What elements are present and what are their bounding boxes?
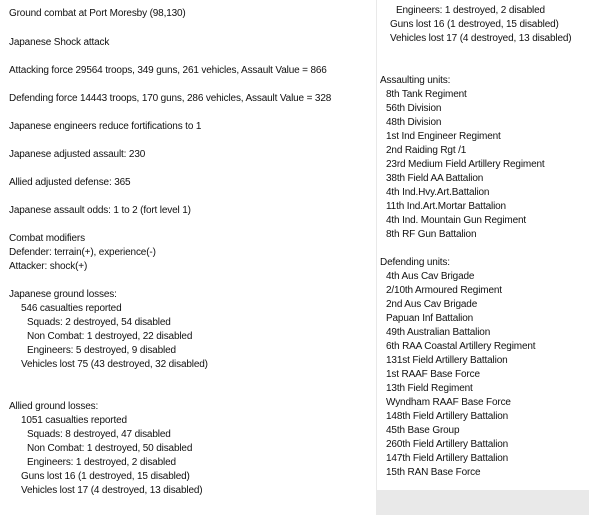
defender-modifiers: Defender: terrain(+), experience(-) bbox=[9, 247, 156, 258]
assaulting-unit: 8th Tank Regiment bbox=[386, 89, 467, 100]
continued-guns: Guns lost 16 (1 destroyed, 15 disabled) bbox=[390, 19, 559, 30]
defending-force: Defending force 14443 troops, 170 guns, 286 vehicles, Assault Value = 328 bbox=[9, 93, 332, 104]
allied-losses-title: Allied ground losses: bbox=[9, 401, 99, 412]
defending-unit: 13th Field Regiment bbox=[386, 383, 473, 394]
defending-unit: 6th RAA Coastal Artillery Regiment bbox=[386, 341, 536, 352]
assaulting-unit: 23rd Medium Field Artillery Regiment bbox=[386, 159, 545, 170]
allied-engineers: Engineers: 1 destroyed, 2 disabled bbox=[27, 457, 176, 468]
allied-squads: Squads: 8 destroyed, 47 disabled bbox=[27, 429, 171, 440]
defending-unit: 1st RAAF Base Force bbox=[386, 369, 480, 380]
assaulting-unit: 2nd Raiding Rgt /1 bbox=[386, 145, 467, 156]
assaulting-unit: 4th Ind.Hvy.Art.Battalion bbox=[386, 187, 490, 198]
defending-unit: 45th Base Group bbox=[386, 425, 460, 436]
japanese-squads: Squads: 2 destroyed, 54 disabled bbox=[27, 317, 171, 328]
assaulting-unit: 1st Ind Engineer Regiment bbox=[386, 131, 501, 142]
allied-casualties: 1051 casualties reported bbox=[21, 415, 127, 426]
continued-vehicles: Vehicles lost 17 (4 destroyed, 13 disabled) bbox=[390, 33, 572, 44]
assaulting-units-title: Assaulting units: bbox=[380, 75, 451, 86]
adjusted-assault: Japanese adjusted assault: 230 bbox=[9, 149, 146, 160]
japanese-non-combat: Non Combat: 1 destroyed, 22 disabled bbox=[27, 331, 193, 342]
engineers-note: Japanese engineers reduce fortifications to 1 bbox=[9, 121, 202, 132]
assaulting-unit: 11th Ind.Art.Mortar Battalion bbox=[386, 201, 506, 212]
defending-unit: 2nd Aus Cav Brigade bbox=[386, 299, 478, 310]
japanese-casualties: 546 casualties reported bbox=[21, 303, 122, 314]
defending-unit: Papuan Inf Battalion bbox=[386, 313, 474, 324]
assault-odds: Japanese assault odds: 1 to 2 (fort level 1) bbox=[9, 205, 191, 216]
defending-unit: 49th Australian Battalion bbox=[386, 327, 491, 338]
combat-modifiers-title: Combat modifiers bbox=[9, 233, 85, 244]
continued-engineers: Engineers: 1 destroyed, 2 disabled bbox=[396, 5, 545, 16]
assaulting-unit: 8th RF Gun Battalion bbox=[386, 229, 477, 240]
allied-vehicles: Vehicles lost 17 (4 destroyed, 13 disabled) bbox=[21, 485, 203, 496]
allied-guns: Guns lost 16 (1 destroyed, 15 disabled) bbox=[21, 471, 190, 482]
defending-units-title: Defending units: bbox=[380, 257, 450, 268]
attacking-force: Attacking force 29564 troops, 349 guns, 261 vehicles, Assault Value = 866 bbox=[9, 65, 327, 76]
defending-unit: 131st Field Artillery Battalion bbox=[386, 355, 508, 366]
attack-type: Japanese Shock attack bbox=[9, 37, 110, 48]
assaulting-unit: 48th Division bbox=[386, 117, 442, 128]
allied-non-combat: Non Combat: 1 destroyed, 50 disabled bbox=[27, 443, 193, 454]
defending-unit: 2/10th Armoured Regiment bbox=[386, 285, 502, 296]
assaulting-unit: 4th Ind. Mountain Gun Regiment bbox=[386, 215, 527, 226]
defending-unit: 260th Field Artillery Battalion bbox=[386, 439, 509, 450]
defending-unit: 147th Field Artillery Battalion bbox=[386, 453, 509, 464]
assaulting-unit: 56th Division bbox=[386, 103, 442, 114]
attacker-modifiers: Attacker: shock(+) bbox=[9, 261, 88, 272]
japanese-engineers: Engineers: 5 destroyed, 9 disabled bbox=[27, 345, 176, 356]
defending-unit: 15th RAN Base Force bbox=[386, 467, 481, 478]
adjusted-defense: Allied adjusted defense: 365 bbox=[9, 177, 131, 188]
japanese-vehicles: Vehicles lost 75 (43 destroyed, 32 disabled) bbox=[21, 359, 208, 370]
japanese-losses-title: Japanese ground losses: bbox=[9, 289, 117, 300]
combat-header: Ground combat at Port Moresby (98,130) bbox=[9, 8, 186, 19]
defending-unit: Wyndham RAAF Base Force bbox=[386, 397, 511, 408]
defending-unit: 148th Field Artillery Battalion bbox=[386, 411, 509, 422]
defending-unit: 4th Aus Cav Brigade bbox=[386, 271, 475, 282]
right-report-panel bbox=[377, 0, 589, 490]
assaulting-unit: 38th Field AA Battalion bbox=[386, 173, 484, 184]
